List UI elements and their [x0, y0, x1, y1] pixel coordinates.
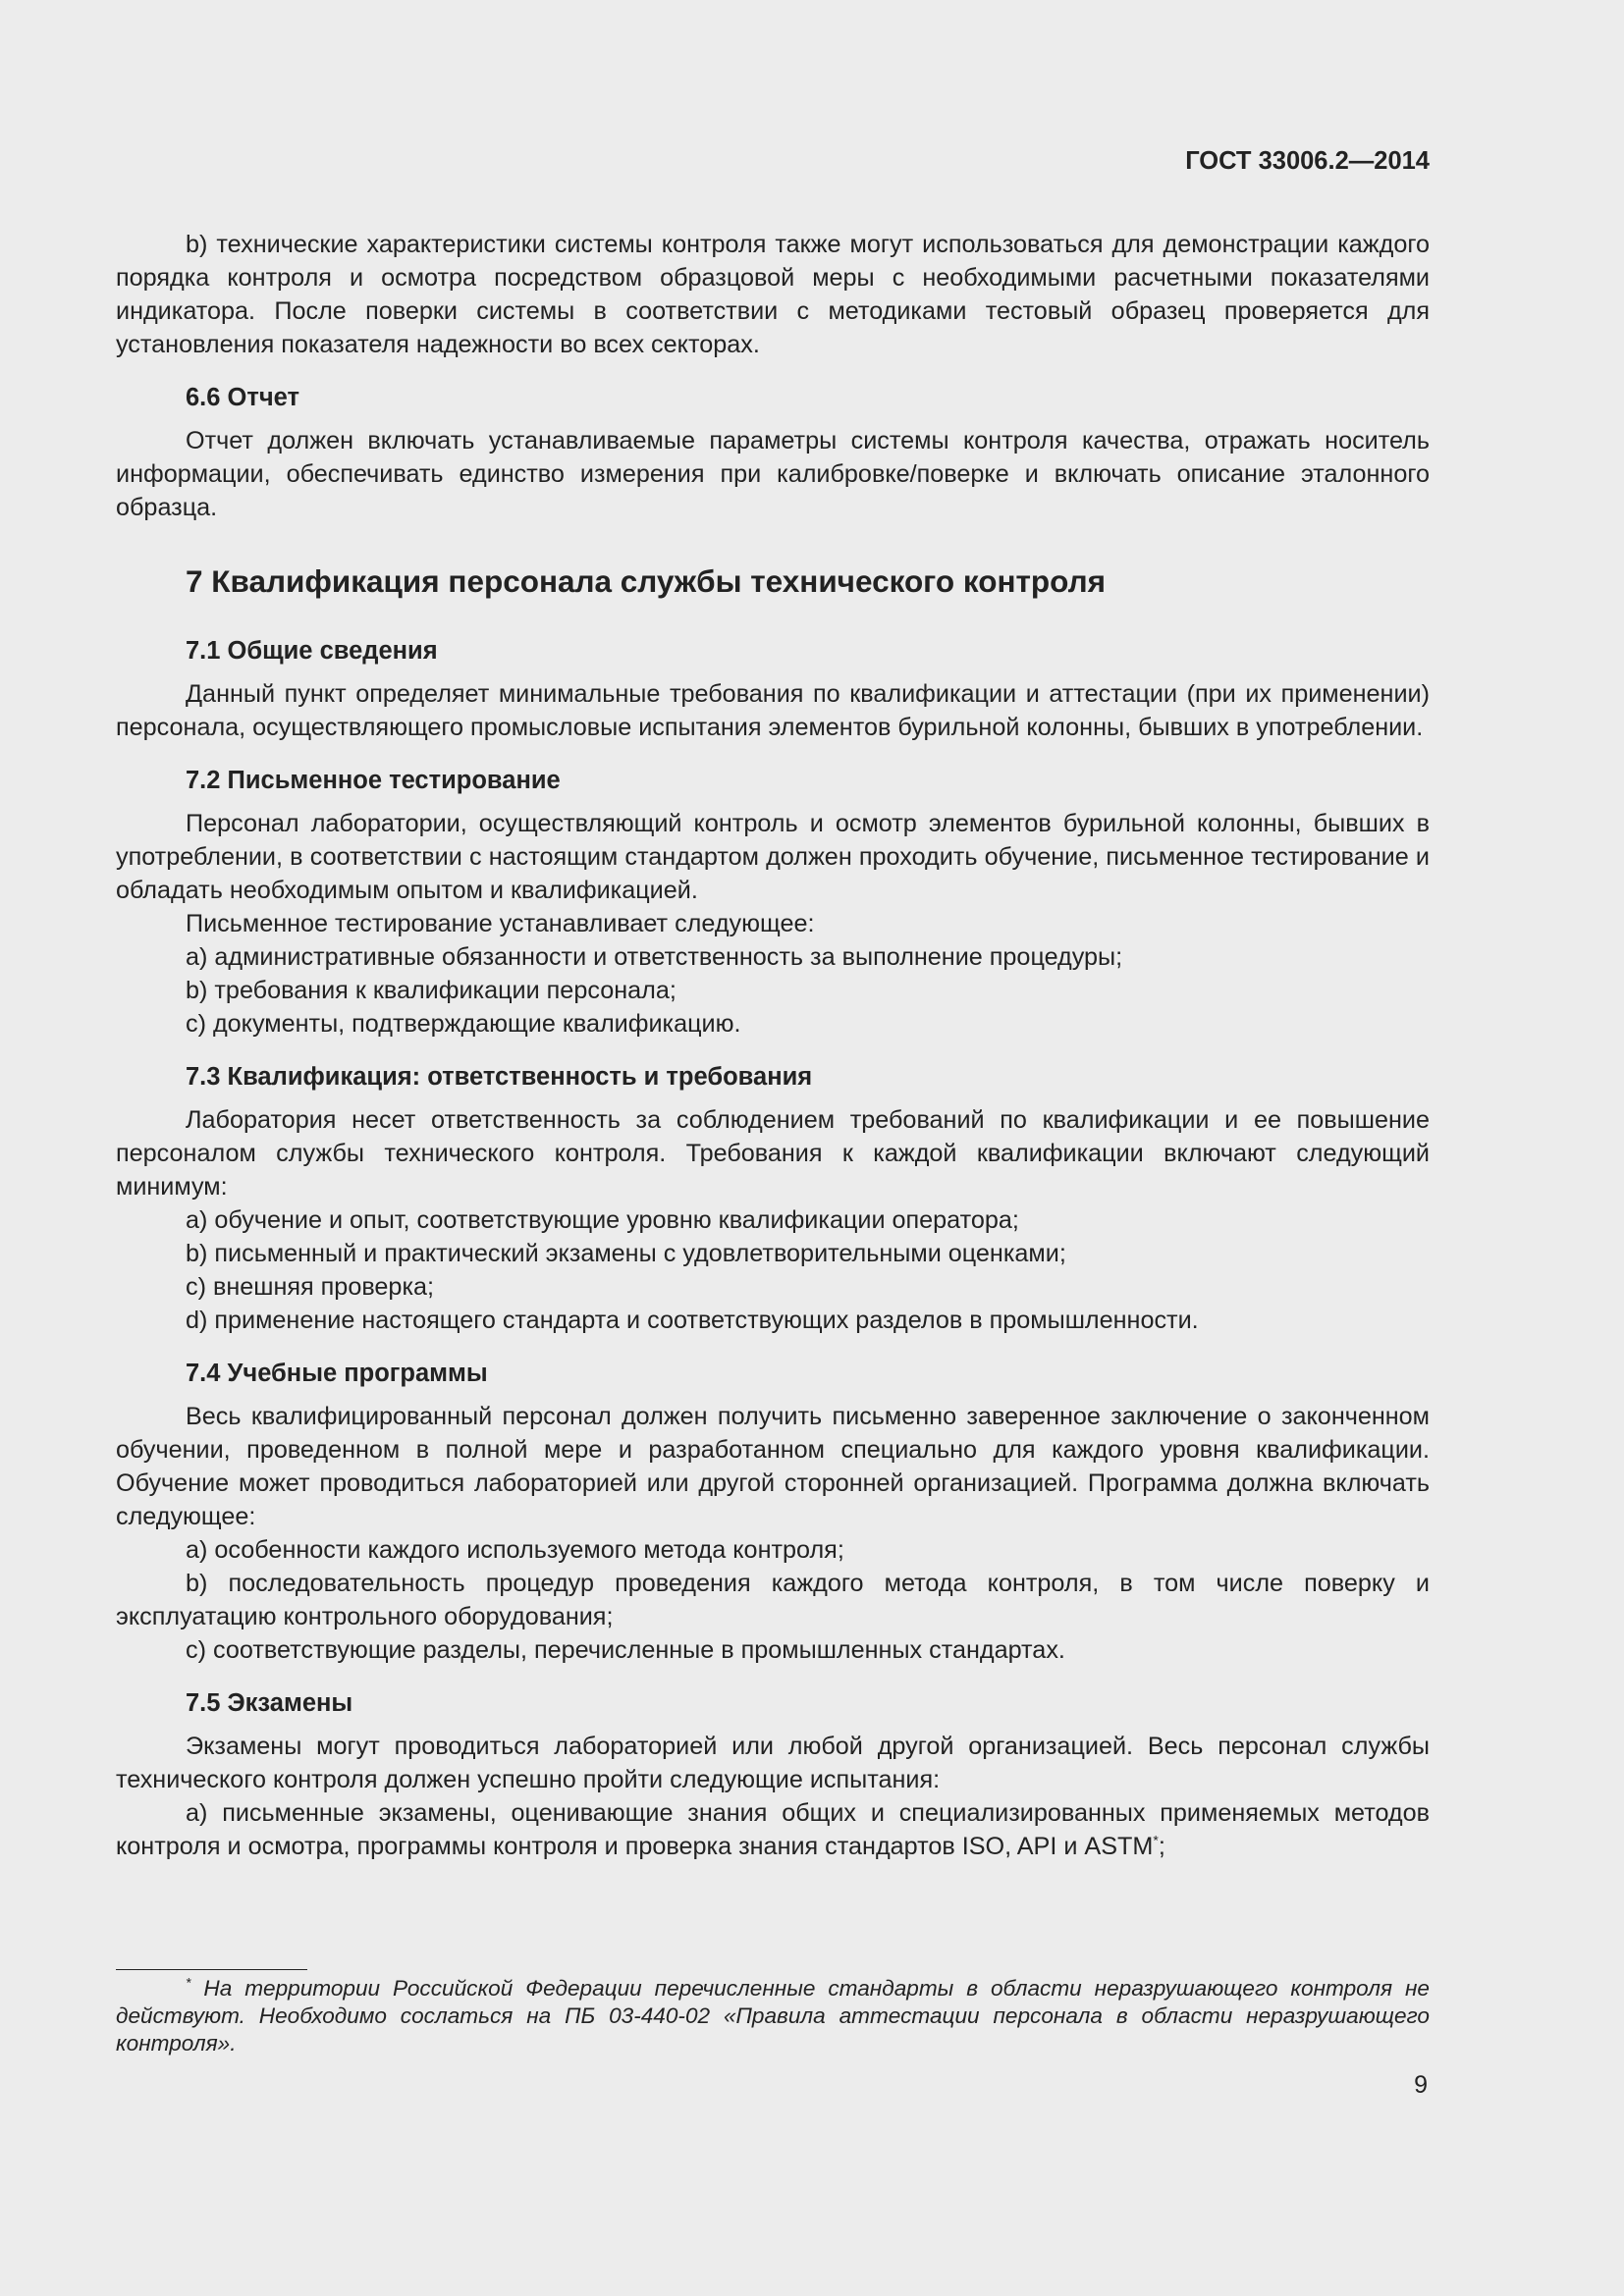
list-item: b) письменный и практический экзамены с удовлетворительными оценками; — [186, 1240, 1066, 1267]
footnote-mark: * — [186, 1974, 191, 1991]
section-7-2-title: 7.2 Письменное тестирование — [186, 767, 561, 794]
page-body — [116, 228, 1430, 1863]
section-7-2-list-intro: Письменное тестирование устанавливает следующее: — [186, 910, 815, 937]
section-7-1-text: Данный пункт определяет минимальные требования по квалификации и аттестации (при их применении) персонала, осуществляющего промысловые испытания элементов бурильной колонны, бывших в употреблении. — [116, 680, 1430, 741]
list-item: c) внешняя проверка; — [186, 1273, 435, 1301]
section-6-6-title: 6.6 Отчет — [186, 384, 299, 411]
section-7-3-text: Лаборатория несет ответственность за соблюдением требований по квалификации и ее повышение персоналом службы технического контроля. Требования к каждой квалификации включают следующий минимум: — [116, 1106, 1430, 1201]
section-7-4-title: 7.4 Учебные программы — [186, 1360, 488, 1387]
list-item: c) соответствующие разделы, перечисленные в промышленных стандартах. — [186, 1636, 1065, 1664]
section-7-1-title: 7.1 Общие сведения — [186, 637, 438, 665]
list-item: b) требования к квалификации персонала; — [186, 977, 677, 1004]
section-7-5-text: Экзамены могут проводиться лабораторией или любой другой организацией. Весь персонал службы технического контроля должен успешно пройти следующие испытания: — [116, 1733, 1430, 1793]
list-item: c) документы, подтверждающие квалификацию. — [186, 1010, 741, 1038]
footnote-divider — [116, 1969, 307, 1970]
section-6-6-text: Отчет должен включать устанавливаемые параметры системы контроля качества, отражать носитель информации, обеспечивать единство измерения при калибровке/поверке и включать описание эталонного образца. — [116, 427, 1430, 521]
list-item: a) обучение и опыт, соответствующие уровню квалификации оператора; — [186, 1206, 1019, 1234]
intro-paragraph: b) технические характеристики системы контроля также могут использоваться для демонстрации каждого порядка контроля и осмотра посредством образцовой меры с необходимыми расчетными показателями индикатора. После поверки системы в соответствии с методиками тестовый образец проверяется для установления показателя надежности во всех секторах. — [116, 231, 1430, 358]
list-item: a) административные обязанности и ответственность за выполнение процедуры; — [186, 943, 1123, 971]
section-7-3-title: 7.3 Квалификация: ответственность и требования — [186, 1063, 813, 1091]
list-item: a) особенности каждого используемого метода контроля; — [186, 1536, 844, 1564]
footnote — [116, 1975, 1430, 2057]
footnote-text: На территории Российской Федерации перечисленные стандарты в области неразрушающего контроля не действуют. Необходимо сослаться на ПБ 03-440-02 «Правила аттестации персонала в области неразрушающего контроля». — [116, 1976, 1430, 2056]
section-7-4-text: Весь квалифицированный персонал должен получить письменно заверенное заключение о законченном обучении, проведенном в полной мере и разработанном специально для каждого уровня квалификации. Обучение может проводиться лабораторией или другой сторонней организацией. Программа должна включать следующее: — [116, 1403, 1430, 1530]
footnote-reference[interactable]: * — [1153, 1832, 1159, 1848]
document-header: ГОСТ 33006.2—2014 — [1185, 147, 1430, 175]
list-item: d) применение настоящего стандарта и соответствующих разделов в промышленности. — [186, 1307, 1199, 1334]
section-7-2-text: Персонал лаборатории, осуществляющий контроль и осмотр элементов бурильной колонны, бывших в употреблении, в соответствии с настоящим стандартом должен проходить обучение, письменное тестирование и обладать необходимым опытом и квалификацией. — [116, 810, 1430, 904]
section-7-title: 7 Квалификация персонала службы технического контроля — [186, 563, 1107, 599]
section-7-5-title: 7.5 Экзамены — [186, 1689, 353, 1717]
page-number: 9 — [1414, 2071, 1428, 2099]
list-item: b) последовательность процедур проведения каждого метода контроля, в том числе поверку и эксплуатацию контрольного оборудования; — [116, 1570, 1430, 1630]
list-item-end: ; — [1158, 1833, 1165, 1860]
list-item-text: a) письменные экзамены, оценивающие знания общих и специализированных применяемых методов контроля и осмотра, программы контроля и проверка знания стандартов ISO, API и ASTM — [116, 1799, 1430, 1860]
list-item — [116, 1796, 1430, 1863]
